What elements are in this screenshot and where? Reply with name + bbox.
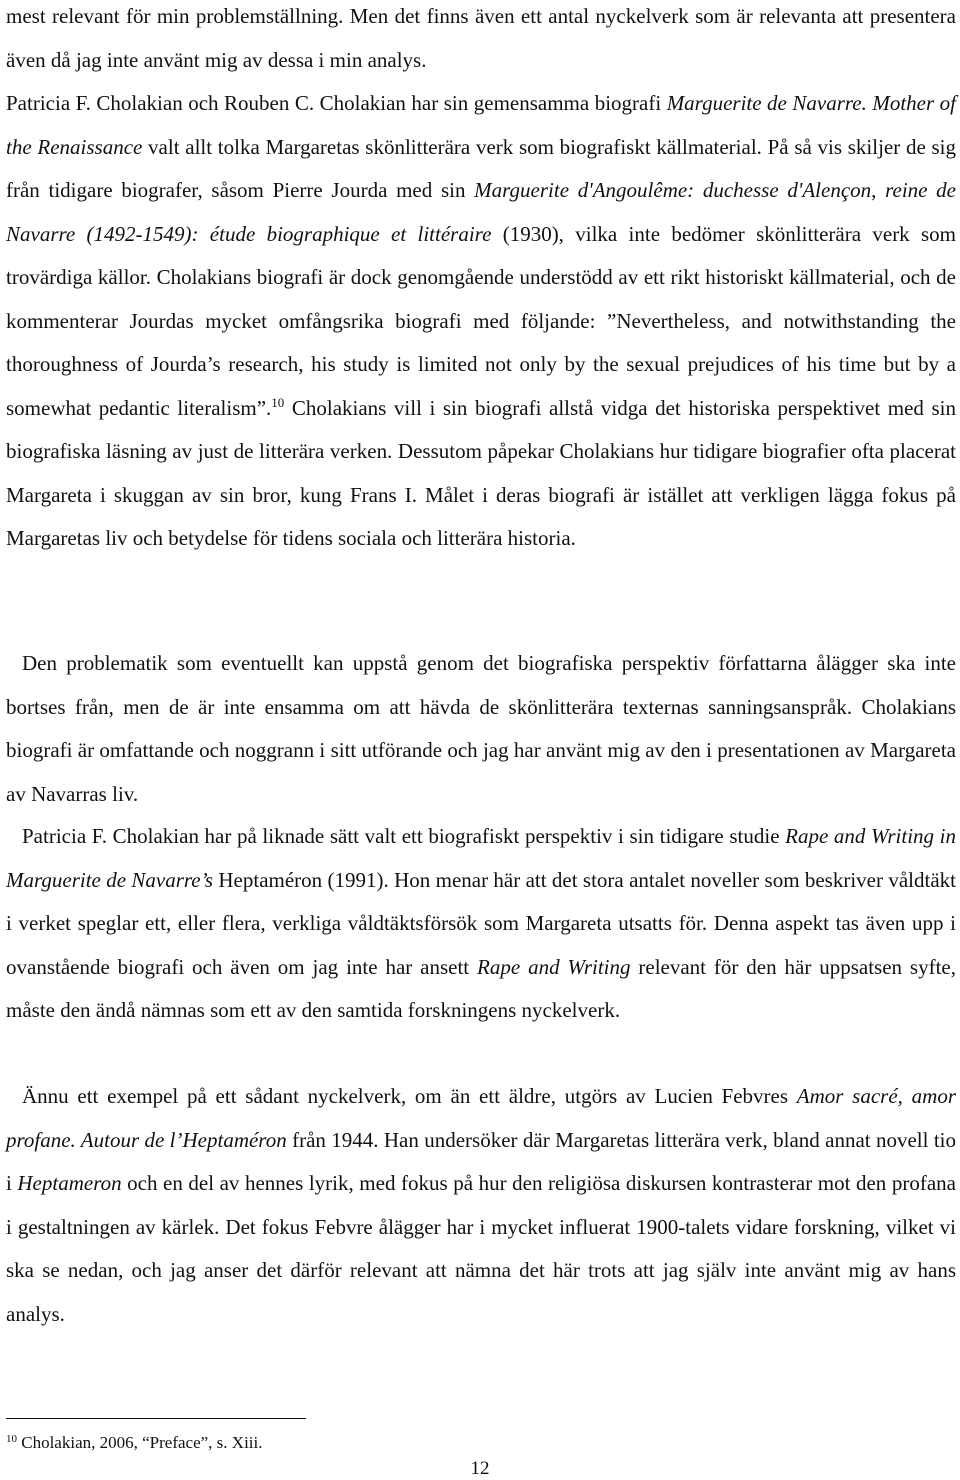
book-title: Heptameron bbox=[17, 1171, 122, 1195]
book-title: Rape and Writing bbox=[477, 954, 631, 979]
paragraph-febvre bbox=[6, 1075, 956, 1336]
book-title: Rape and Writing in Marguerite de Navarre’s bbox=[6, 824, 957, 892]
text-span: Patricia F. Cholakian och Rouben C. Cholakian har sin gemensamma biografi bbox=[6, 91, 667, 115]
text-span: Den problematik som eventuellt kan uppstå genom det biografiska perspektiv författarna ålägger ska inte bortses från, men de är inte ensamma om att hävda de skönlitterära texternas sanningsanspråk. Cholakians biografi är omfattande och noggrann i sitt utförande och jag har använt mig av den i presentationen av Margareta av Navarras liv. bbox=[6, 651, 956, 806]
footnote-separator bbox=[6, 1418, 306, 1419]
page-number: 12 bbox=[470, 1458, 490, 1479]
text-span: Patricia F. Cholakian har på liknade sätt valt ett biografiskt perspektiv i sin tidigare studie bbox=[22, 824, 786, 848]
text-span: och en del av hennes lyrik, med fokus på hur den religiösa diskursen kontrasterar mot den profana i gestaltningen av kärlek. Det fokus Febvre ålägger har i mycket influerat 1900-talets vidare forskning, vilket vi ska se nedan, och jag anser det därför relevant att nämna det här trots att jag själv inte använt mig av hans analys. bbox=[6, 1171, 956, 1326]
text-span: mest relevant för min problemställning. Men det finns även ett antal nyckelverk som är relevanta att presentera även då jag inte använt mig av dessa i min analys. bbox=[6, 4, 956, 72]
paragraph-cholakian-biography bbox=[6, 0, 956, 561]
text-span: från 1944. Han undersöker där Margaretas litterära verk, bland annat novell tio i bbox=[6, 1127, 956, 1195]
paragraph-problematik bbox=[6, 642, 956, 816]
book-title: Marguerite de Navarre. Mother of the Renaissance bbox=[6, 91, 956, 159]
text-span: (1930), vilka inte bedömer skönlitterära verk som trovärdiga källor. Cholakians biografi är dock genomgående understödd av ett rikt historiskt källmaterial, och de kommenterar Jourdas mycket omfångsrika biografi med följande: ”Nevertheless, and notwithstanding the thoroughness of Jourda’s research, his study is limited not only by the sexual prejudices of his time but by a somewhat pedantic literalism”. bbox=[6, 221, 956, 420]
footnote-reference[interactable]: 10 bbox=[271, 394, 285, 410]
text-span: Heptaméron (1991). Hon menar här att det stora antalet noveller som beskriver våldtäkt i verket speglar ett, eller flera, verkliga våldtäktsförsök som Margareta utsatts för. Denna aspekt tas även upp i ovanstående biografi och även om jag inte har ansett bbox=[6, 867, 956, 979]
book-title: Marguerite d'Angoulême: duchesse d'Alençon, reine de Navarre (1492-1549): étude biographique et littéraire bbox=[6, 178, 956, 246]
footnote-text: Cholakian, 2006, “Preface”, s. Xiii. bbox=[17, 1433, 263, 1452]
text-span: relevant för den här uppsatsen syfte, måste den ändå nämnas som ett av den samtida forskningens nyckelverk. bbox=[6, 954, 956, 1022]
book-title: Amor sacré, amor profane. Autour de l’Heptaméron bbox=[6, 1084, 956, 1152]
text-span: Cholakians vill i sin biografi allstå vidga det historiska perspektivet med sin biografiska läsning av just de litterära verken. Dessutom påpekar Cholakians hur tidigare biografier ofta placerat Margareta i skuggan av sin bror, kung Frans I. Målet i deras biografi är istället att verkligen lägga fokus på Margaretas liv och betydelse för tidens sociala och litterära historia. bbox=[6, 395, 956, 550]
text-span: Ännu ett exempel på ett sådant nyckelverk, om än ett äldre, utgörs av Lucien Febvres bbox=[22, 1084, 797, 1108]
footnote bbox=[6, 1432, 263, 1454]
paragraph-rape-and-writing bbox=[6, 815, 956, 1033]
text-span: valt allt tolka Margaretas skönlitterära verk som biografiskt källmaterial. På så vis skiljer de sig från tidigare biografer, såsom Pierre Jourda med sin bbox=[6, 134, 956, 202]
footnote-number: 10 bbox=[6, 1433, 17, 1445]
